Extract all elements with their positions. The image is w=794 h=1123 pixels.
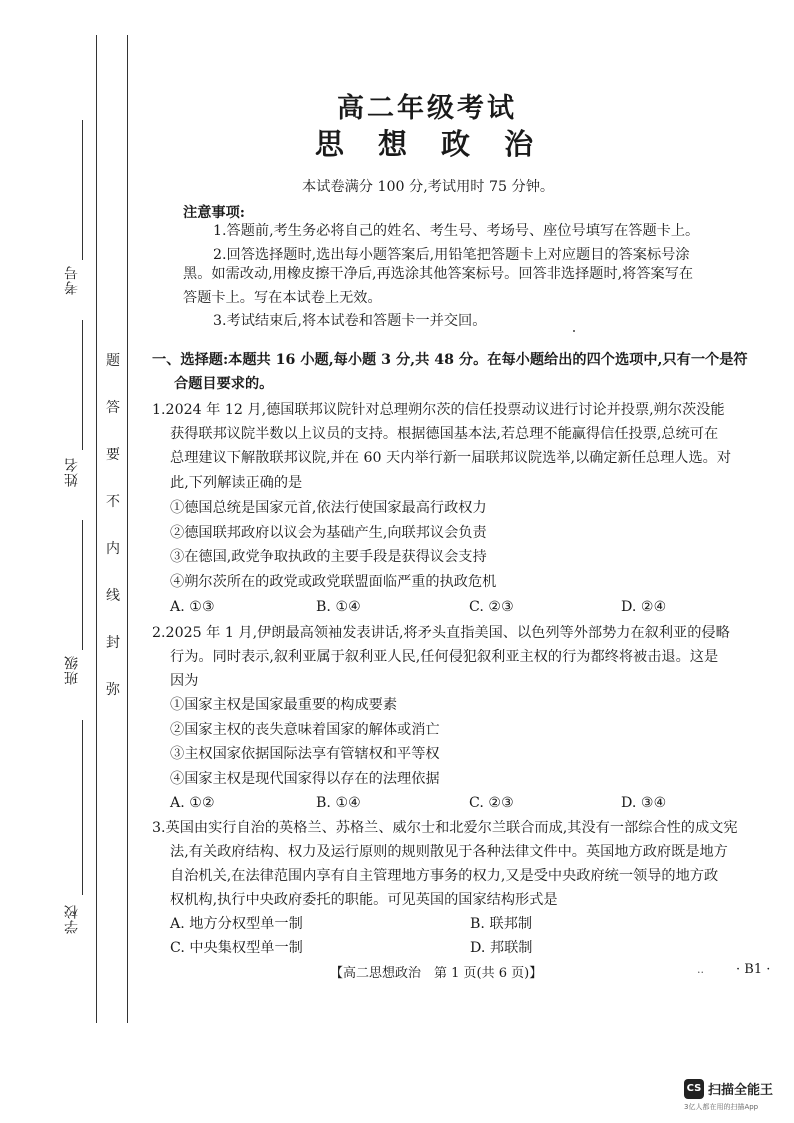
- q1-text: 获得联邦议院半数以上议员的支持。根据德国基本法,若总理不能赢得信任投票,总统可在: [170, 426, 719, 442]
- class-field[interactable]: [82, 520, 83, 650]
- section1-heading: 一、选择题:本题共 16 小题,每小题 3 分,共 48 分。在每小题给出的四个选项中,只有一个是符: [152, 352, 748, 368]
- note-line: 1.答题前,考生务必将自己的姓名、考生号、考场号、座位号填写在答题卡上。: [213, 223, 700, 239]
- note-line: 2.回答选择题时,选出每小题答案后,用铅笔把答题卡上对应题目的答案标号涂: [213, 247, 690, 263]
- q3-option-c[interactable]: C. 中央集权型单一制: [170, 940, 303, 956]
- exam-info: 本试卷满分 100 分,考试用时 75 分钟。: [302, 179, 555, 195]
- subject-title: 思 想 政 治: [314, 127, 546, 161]
- camscanner-name: 扫描全能王: [708, 1083, 774, 1098]
- notes-heading: 注意事项:: [183, 205, 245, 221]
- margin-label-school: 学校: [64, 904, 80, 934]
- q3-option-d[interactable]: D. 邦联制: [470, 940, 533, 956]
- q2-text: 因为: [170, 673, 199, 689]
- q2-statement: ④国家主权是现代国家得以存在的法理依据: [170, 771, 440, 787]
- footer-marks: ..: [697, 963, 704, 976]
- q2-option-a[interactable]: A. ①②: [170, 795, 215, 811]
- q1-option-a[interactable]: A. ①③: [170, 599, 215, 615]
- q2-statement: ①国家主权是国家最重要的构成要素: [170, 697, 398, 713]
- q1-statement: ④朔尔茨所在的政党或政党联盟面临严重的执政危机: [170, 574, 497, 590]
- seal-char: 要: [106, 447, 120, 463]
- q2-text: 2.2025 年 1 月,伊朗最高领袖发表讲话,将矛头直指美国、以色列等外部势力在叙利亚的侵略: [152, 625, 730, 641]
- camscanner-tagline: 3亿人都在用的扫描App: [684, 1103, 759, 1111]
- seal-char: 题: [106, 353, 120, 369]
- binding-line-inner: [127, 35, 128, 1023]
- q2-option-c[interactable]: C. ②③: [469, 795, 514, 811]
- name-field[interactable]: [82, 320, 83, 450]
- q2-option-b[interactable]: B. ①④: [316, 795, 361, 811]
- q1-text: 此,下列解读正确的是: [170, 475, 303, 491]
- q1-statement: ③在德国,政党争取执政的主要手段是获得议会支持: [170, 549, 487, 565]
- exam-title: 高二年级考试: [337, 93, 517, 124]
- seal-char: 线: [106, 588, 120, 604]
- seal-char: 不: [106, 494, 120, 510]
- q1-text: 总理建议下解散联邦议院,并在 60 天内举行新一届联邦议院选举,以确定新任总理人选。对: [170, 450, 732, 466]
- margin-label-name: 姓名: [64, 457, 80, 487]
- q1-statement: ①德国总统是国家元首,依法行使国家最高行政权力: [170, 500, 487, 516]
- q2-option-d[interactable]: D. ③④: [621, 795, 667, 811]
- scan-dot: [573, 330, 575, 332]
- note-line: 黑。如需改动,用橡皮擦干净后,再选涂其他答案标号。回答非选择题时,将答案写在: [183, 266, 694, 282]
- seal-char: 弥: [106, 682, 120, 698]
- q3-text: 3.英国由实行自治的英格兰、苏格兰、威尔士和北爱尔兰联合而成,其没有一部综合性的成文宪: [152, 820, 738, 836]
- paper-code: · B1 ·: [736, 962, 771, 977]
- note-line: 3.考试结束后,将本试卷和答题卡一并交回。: [213, 313, 487, 329]
- q1-option-b[interactable]: B. ①④: [316, 599, 361, 615]
- seal-char: 答: [106, 400, 120, 416]
- q1-text: 1.2024 年 12 月,德国联邦议院针对总理朔尔茨的信任投票动议进行讨论并投票,朔尔茨没能: [152, 402, 725, 418]
- q3-text: 权机构,执行中央政府委托的职能。可见英国的国家结构形式是: [170, 892, 558, 908]
- q3-option-a[interactable]: A. 地方分权型单一制: [170, 916, 303, 932]
- q1-statement: ②德国联邦政府以议会为基础产生,向联邦议会负责: [170, 525, 487, 541]
- seal-char: 内: [106, 541, 120, 557]
- q2-text: 行为。同时表示,叙利亚属于叙利亚人民,任何侵犯叙利亚主权的行为都终将被击退。这是: [170, 649, 719, 665]
- margin-label-exam-number: 考号: [64, 265, 80, 295]
- page-footer: 【高二思想政治 第 1 页(共 6 页)】: [330, 966, 543, 981]
- q3-option-b[interactable]: B. 联邦制: [470, 916, 533, 932]
- q3-text: 法,有关政府结构、权力及运行原则的规则散见于各种法律文件中。英国地方政府既是地方: [170, 844, 728, 860]
- margin-label-class: 班级: [64, 655, 80, 685]
- seal-char: 封: [106, 635, 120, 651]
- q1-option-d[interactable]: D. ②④: [621, 599, 667, 615]
- q2-statement: ③主权国家依据国际法享有管辖权和平等权: [170, 746, 440, 762]
- binding-line-outer: [96, 35, 97, 1023]
- section1-heading-cont: 合题目要求的。: [174, 376, 274, 392]
- q2-statement: ②国家主权的丧失意味着国家的解体或消亡: [170, 722, 440, 738]
- q1-option-c[interactable]: C. ②③: [469, 599, 514, 615]
- school-field[interactable]: [82, 720, 83, 895]
- note-line: 答题卡上。写在本试卷上无效。: [183, 290, 382, 306]
- q3-text: 自治机关,在法律范围内享有自主管理地方事务的权力,又是受中央政府统一领导的地方政: [170, 868, 719, 884]
- camscanner-logo-icon: CS: [684, 1079, 704, 1099]
